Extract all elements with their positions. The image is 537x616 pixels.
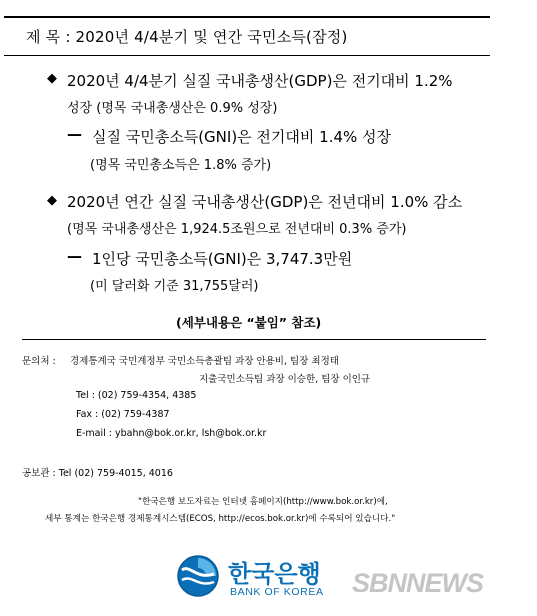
footer-line2: 세부 통계는 한국은행 경제통계시스템(ECOS, http://ecos.bok.or.kr)에 수록되어 있습니다." <box>45 514 396 524</box>
item2-line1: 실질 국민총소득(GNI)은 전기대비 1.4% 성장 <box>92 128 392 146</box>
item1-line1: 2020년 4/4분기 실질 국내총생산(GDP)은 전기대비 1.2% <box>67 72 453 90</box>
footer-line1: "한국은행 보도자료는 인터넷 홈페이지(http://www.bok.or.kr)에, <box>138 497 388 507</box>
item4-line2: (미 달러화 기준 31,755달러) <box>90 279 259 294</box>
divider <box>22 339 486 340</box>
press-officer: 공보관 : Tel (02) 759-4015, 4016 <box>22 468 173 479</box>
item3-line2: (명목 국내총생산은 1,924.5조원으로 전년대비 0.3% 증가) <box>67 222 407 237</box>
diamond-bullet-icon: ◆ <box>47 193 57 208</box>
diamond-bullet-icon: ◆ <box>47 71 57 86</box>
item1-line2: 성장 (명목 국내총생산은 0.9% 성장) <box>67 101 278 116</box>
contact-email: E-mail : ybahn@bok.or.kr, lsh@bok.or.kr <box>76 428 267 439</box>
bank-of-korea-logo <box>172 550 362 610</box>
page-title: 제 목 : 2020년 4/4분기 및 연간 국민소득(잠정) <box>26 28 348 46</box>
contact-line2: 지출국민소득팀 과장 이승한, 팀장 이인규 <box>199 374 371 385</box>
dash-bullet-icon: — <box>67 247 82 265</box>
item2-line2: (명목 국민총소득은 1.8% 증가) <box>90 158 272 173</box>
dash-bullet-icon: — <box>67 125 82 143</box>
contact-fax: Fax : (02) 759-4387 <box>76 409 170 420</box>
logo-english-name: BANK OF KOREA <box>230 586 324 598</box>
title-box <box>4 16 490 56</box>
contact-label: 문의처 : <box>22 356 56 367</box>
bok-emblem-icon <box>176 554 220 598</box>
logo-korean-name: 한국은행 <box>228 560 321 588</box>
contact-tel: Tel : (02) 759-4354, 4385 <box>76 390 197 401</box>
contact-line1: 경제통계국 국민계정부 국민소득총괄팀 과장 안용비, 팀장 최정태 <box>70 356 339 367</box>
item4-line1: 1인당 국민총소득(GNI)은 3,747.3만원 <box>92 250 353 268</box>
watermark: SBNNEWS <box>352 568 484 598</box>
see-attachment-note: (세부내용은 “붙임” 참조) <box>176 315 322 330</box>
item3-line1: 2020년 연간 실질 국내총생산(GDP)은 전년대비 1.0% 감소 <box>67 193 463 211</box>
